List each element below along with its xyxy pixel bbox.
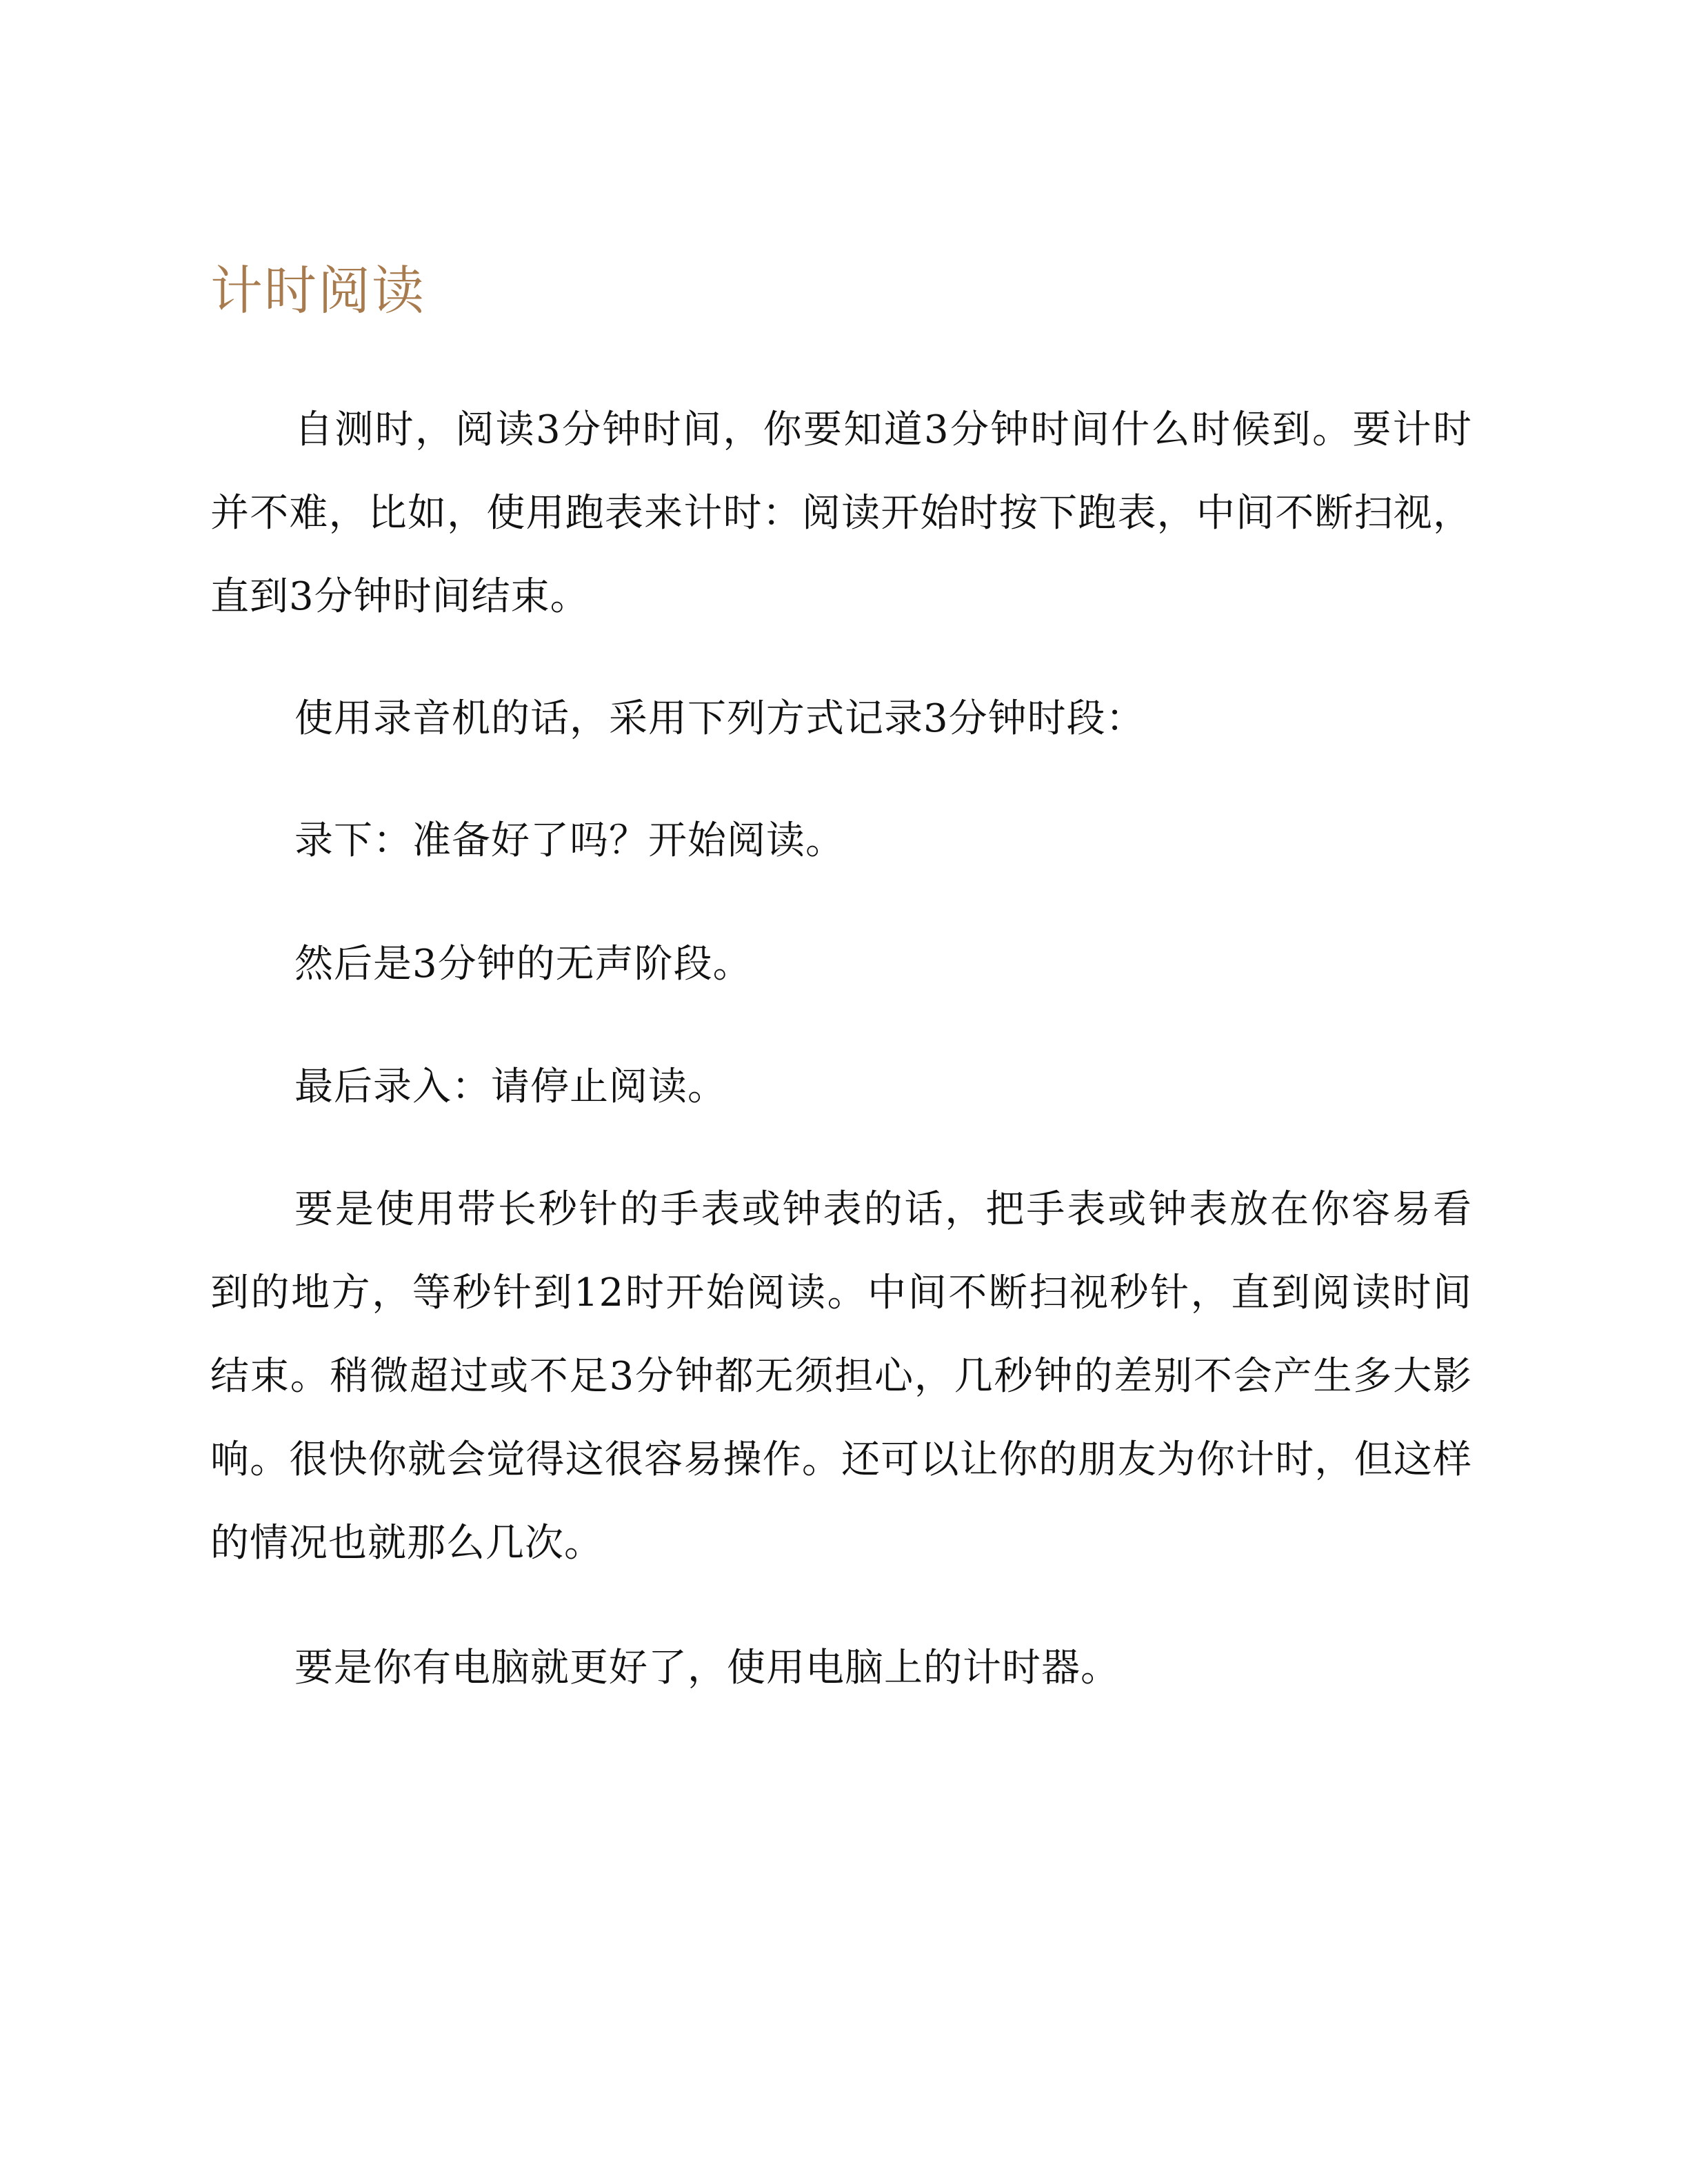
- paragraph-recorder-intro: 使用录音机的话，采用下列方式记录3分钟时段：: [294, 696, 1145, 741]
- paragraph-computer-timer: 要是你有电脑就更好了，使用电脑上的计时器。: [294, 1646, 1120, 1690]
- paragraph-record-stop: 最后录入：请停止阅读。: [294, 1064, 727, 1109]
- paragraph-stopwatch: 自测时，阅读3分钟时间，你要知道3分钟时间什么时候到。要计时并不难，比如，使用跑表来计时：阅读开始时按下跑表，中间不断扫视，直到3分钟时间结束。: [210, 407, 1472, 619]
- paragraph-watch-method: 要是使用带长秒针的手表或钟表的话，把手表或钟表放在你容易看到的地方，等秒针到12时开始阅读。中间不断扫视秒针，直到阅读时间结束。稍微超过或不足3分钟都无须担心，几秒钟的差别不会产生多大影响。很快你就会觉得这很容易操作。还可以让你的朋友为你计时，但这样的情况也就那么几次。: [210, 1187, 1472, 1566]
- paragraph-record-start: 录下：准备好了吗？开始阅读。: [294, 818, 845, 863]
- paragraph-silent-period: 然后是3分钟的无声阶段。: [294, 942, 752, 987]
- page-title: 计时阅读: [210, 260, 425, 321]
